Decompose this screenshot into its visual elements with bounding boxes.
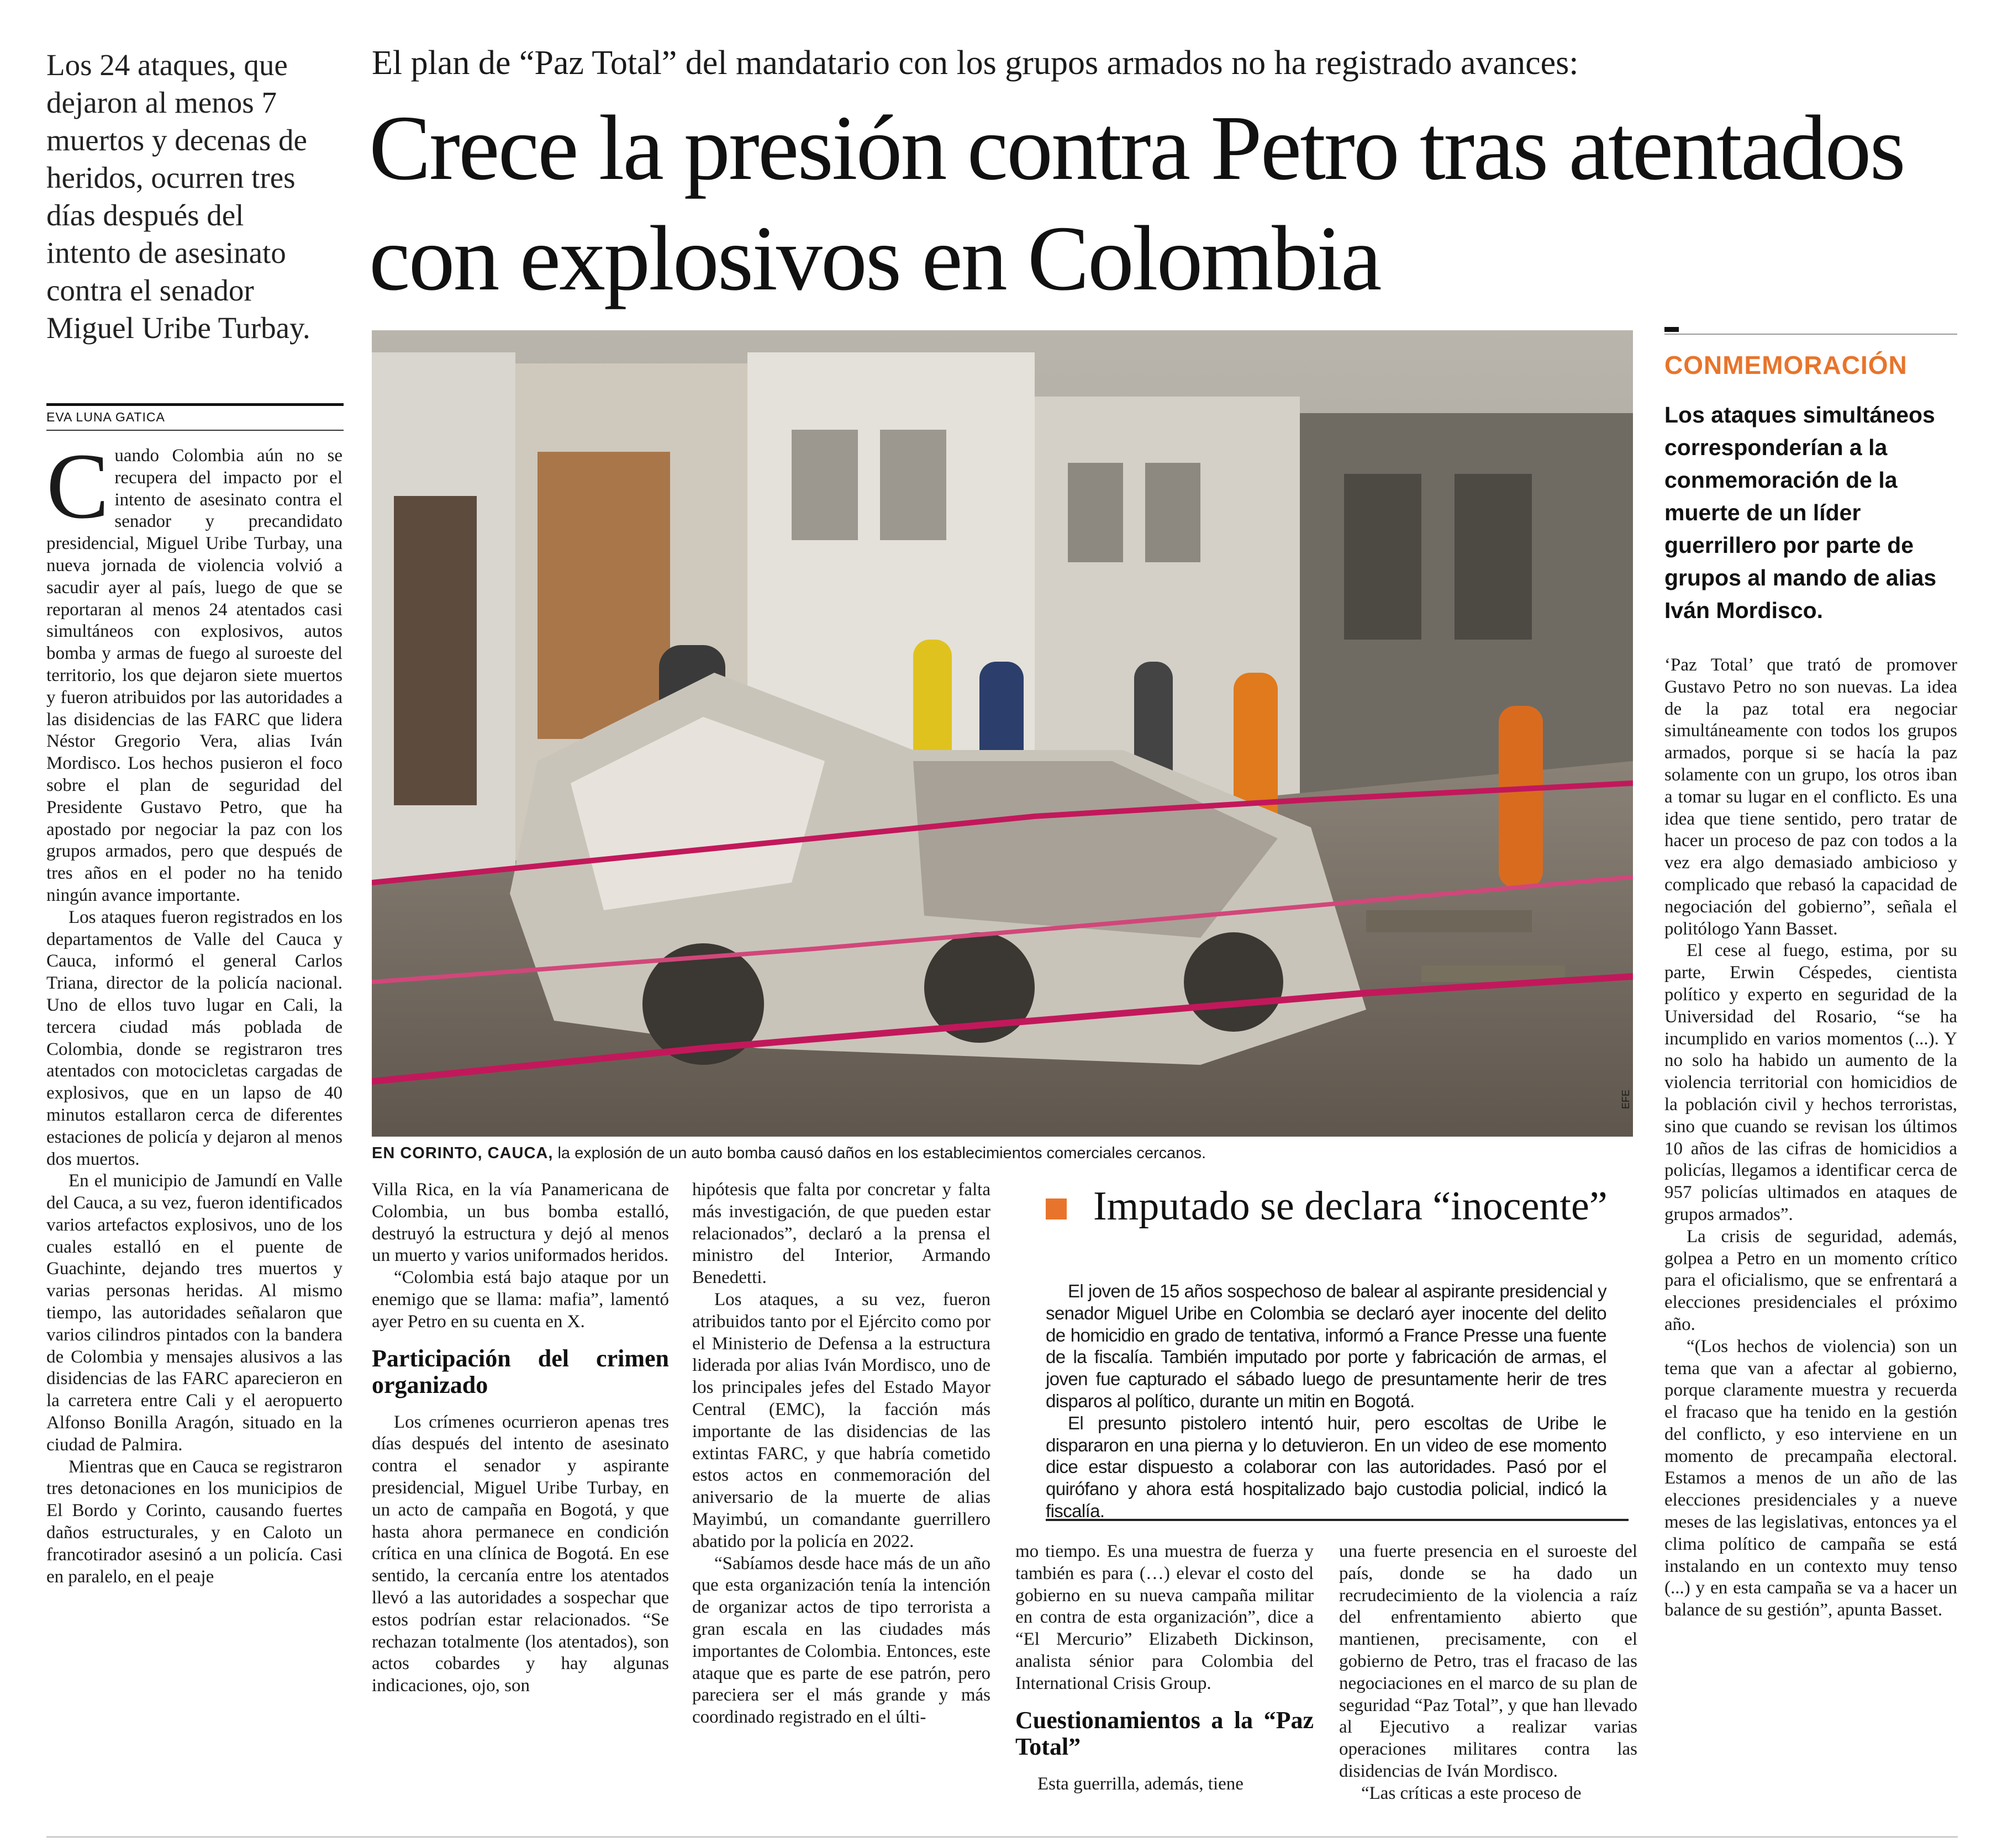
divider: [46, 403, 344, 406]
article-column-5: [1339, 1541, 1637, 1805]
news-photo: [372, 330, 1633, 1137]
box-title: Imputado se declara “inocente”: [1093, 1184, 1608, 1229]
drop-cap: C: [46, 445, 109, 538]
divider: [1664, 334, 1957, 335]
article-column-2: [372, 1179, 669, 1697]
sidebar-label: CONMEMORACIÓN: [1664, 351, 1908, 379]
box-paragraph: El presunto pistolero intentó huir, pero escoltas de Uribe le dispararon en una pierna y lo detuvieron. En un video de ese momento dice estar dispuesto a colaborar con las autoridades. Pasó por el quirófano y ahora está hospitalizado bajo custodia policial, indicó la fiscalía.: [1046, 1412, 1606, 1521]
article-paragraph: mo tiempo. Es una muestra de fuerza y también es para (…) elevar el costo del gobierno en su nueva campaña militar en contra de esta organización”, dice a “El Mercurio” Elizabeth Dickinson, analista sénior para Colombia del International Crisis Group.: [1015, 1541, 1314, 1693]
photo-credit: EFE: [1620, 1089, 1631, 1109]
divider: [46, 430, 344, 431]
sidebar-highlight: Los ataques simultáneos corresponderían a la conmemoración de la muerte de un líder guerrillero por parte de grupos al mando de alias Iván Mordisco.: [1664, 402, 1937, 623]
section-marker-icon: [1664, 327, 1679, 332]
byline: EVA LUNA GATICA: [46, 410, 165, 424]
article-paragraph: Villa Rica, en la vía Panamericana de Colombia, un bus bomba estalló, destruyó la estructura y dejó al menos un muerto y varios uniformados heridos.: [372, 1180, 669, 1266]
article-column-6: [1664, 654, 1957, 1622]
article-paragraph: “(Los hechos de violencia) son un tema que van a afectar al gobierno, porque claramente muestra y recuerda el fracaso que ha tenido en la gestión del conflicto, y eso interviene en un momento de precampaña electoral. Estamos a menos de un año de las elecciones presidenciales y a nueve meses de las legislativas, entonces ya el clima político de campaña se está instalando en un contexto muy tenso (...) y en esta campaña se va a hacer un balance de su gestión”, apunta Basset.: [1664, 1336, 1957, 1620]
headline: Crece la presión contra Petro tras atentados con explosivos en Colombia: [369, 97, 1904, 310]
kicker: El plan de “Paz Total” del mandatario con los grupos armados no ha registrado avances:: [372, 44, 1579, 82]
caption-text: la explosión de un auto bomba causó daños en los establecimientos comerciales cercanos.: [553, 1144, 1206, 1162]
article-paragraph: Los ataques, a su vez, fueron atribuidos tanto por el Ejército como por el Ministerio de Defensa a la estructura liderada por alias Iván Mordisco, uno de los principales jefes del Estado Mayor Central (EMC), la facción más importante de las disidencias de las extintas FARC, y que habría cometido estos actos en conmemoración del aniversario de la muerte de alias Mayimbú, un comandante guerrillero abatido por la policía en 2022.: [692, 1289, 990, 1551]
lead-summary: Los 24 ataques, que dejaron al menos 7 muertos y decenas de heridos, ocurren tres días después del intento de asesinato contra el senador Miguel Uribe Turbay.: [46, 48, 310, 345]
divider: [46, 1836, 1958, 1838]
article-paragraph: Cuando Colombia aún no se recupera del impacto por el intento de asesinato contra el senador y precandidato presidencial, Miguel Uribe Turbay, una nueva jornada de violencia volvió a sacudir ayer al país, luego de que se reportaran al menos 24 atentados casi simultáneos con explosivos, autos bomba y armas de fuego al suroeste del territorio, los que dejaron siete muertos y fueron atribuidos por las autoridades a las disidencias de las FARC que lidera Néstor Gregorio Vera, alias Iván Mordisco. Los hechos pusieron el foco sobre el plan de seguridad del Presidente Gustavo Petro, que ha apostado por negociar la paz con los grupos armados, pero que después de tres años en el poder no ha tenido ningún avance importante.: [46, 445, 343, 905]
article-column-4: [1015, 1541, 1314, 1795]
photo-caption: [372, 1143, 1633, 1163]
article-paragraph: “Las críticas a este proceso de: [1361, 1783, 1582, 1803]
box-body: [1046, 1280, 1606, 1522]
subheading: Cuestionamientos a la “Paz Total”: [1015, 1706, 1314, 1760]
article-paragraph: La crisis de seguridad, además, golpea a Petro en un momento crítico para el oficialismo, que se enfrentará a elecciones presidenciales el próximo año.: [1664, 1226, 1957, 1334]
article-paragraph: En el municipio de Jamundí en Valle del Cauca, a su vez, fueron identificados varios artefactos explosivos, uno de los cuales estalló en el puente de Guachinte, dejando tres muertos y varias personas heridas. Al mismo tiempo, las autoridades señalaron que varios cilindros pintados con la bandera de Colombia y mensajes alusivos a las disidencias de las FARC aparecieron en la carretera entre Cali y el aeropuerto Alfonso Bonilla Aragón, situado en la ciudad de Palmira.: [46, 1171, 343, 1455]
article-column-1: [46, 445, 343, 1831]
article-column-3: [692, 1179, 990, 1729]
subheading: Participación del crimen organizado: [372, 1344, 669, 1398]
article-paragraph: una fuerte presencia en el suroeste del país, donde se ha dado un recrudecimiento de la violencia a raíz del enfrentamiento abierto que mantienen, precisamente, con el gobierno de Petro, tras el fracaso de las negociaciones en el marco de su plan de seguridad “Paz Total”, y que han llevado al Ejecutivo a realizar varias operaciones militares contra las disidencias de Iván Mordisco.: [1339, 1541, 1637, 1781]
article-paragraph: Los ataques fueron registrados en los departamentos de Valle del Cauca y Cauca, informó el general Carlos Triana, director de la policía nacional. Uno de ellos tuvo lugar en Cali, la tercera ciudad más poblada de Colombia, donde se registraron tres atentados con motocicletas cargadas de explosivos, que en un lapso de 40 minutos estallaron cerca de diferentes estaciones de policía y dejaron al menos dos muertos.: [46, 907, 343, 1169]
photo-illustration: [372, 330, 1633, 1137]
article-paragraph: Los crímenes ocurrieron apenas tres días después del intento de asesinato contra el senador y aspirante presidencial, Miguel Uribe Turbay, en un acto de campaña en Bogotá, y que hasta ahora permanece en condición crítica en una clínica de Bogotá. En ese sentido, la cercanía entre los atentados llevó a las autoridades a sospechar que estos podrían estar relacionados. “Se rechazan totalmente (los atentados), son actos cobardes y hay algunas indicaciones, ojo, son: [372, 1412, 669, 1696]
article-paragraph: Mientras que en Cauca se registraron tres detonaciones en los municipios de El Bordo y Corinto, causando fuertes daños estructurales, y en Caloto un francotirador asesinó a un policía. Casi en paralelo, en el peaje: [46, 1456, 343, 1587]
divider: [1046, 1519, 1629, 1521]
article-paragraph: Esta guerrilla, además, tiene: [1037, 1773, 1243, 1794]
box-paragraph: El joven de 15 años sospechoso de balear al aspirante presidencial y senador Miguel Uribe en Colombia se declaró ayer inocente del delito de homicidio en grado de tentativa, informó a France Presse una fuente de la fiscalía. También imputado por porte y fabricación de armas, el joven fue capturado el sábado luego de presuntamente herir de tres disparos al político, durante un mitin en Bogotá.: [1046, 1281, 1606, 1411]
caption-location: EN CORINTO, CAUCA,: [372, 1144, 554, 1162]
article-paragraph: ‘Paz Total’ que trató de promover Gustavo Petro no son nuevas. La idea de la paz total era negociar simultáneamente con todos los grupos armados, porque si se hacía la paz solamente con un grupo, los otros iban a tomar su lugar en el conflicto. Es una idea que tiene sentido, pero tratar de hacer un proceso de paz con todos a la vez era algo demasiado ambicioso y complicado que rebasó la capacidad de negociación del gobierno”, señala el politólogo Yann Basset.: [1664, 655, 1957, 939]
article-paragraph: El cese al fuego, estima, por su parte, Erwin Céspedes, cientista político y experto en seguridad de la Universidad del Rosario, “se ha incumplido en varios momentos (...). Y no solo ha habido un aumento de la violencia territorial con homicidios de la población civil y hechos terroristas, sino que cuando se revisan los últimos 10 años de las cifras de homicidios a policías, llegamos a identificar cerca de 957 policías ultimados en ataques de grupos armados”.: [1664, 941, 1957, 1224]
article-paragraph: “Sabíamos desde hace más de un año que esta organización tenía la intención de organizar actos de tipo terrorista a gran escala en las ciudades más importantes de Colombia. Entonces, este ataque que es parte de ese patrón, pero pareciera ser el más grande y más coordinado registrado en el últi-: [692, 1553, 990, 1728]
article-paragraph: hipótesis que falta por concretar y falta más investigación, de que pueden estar relacionados”, declaró a la prensa el ministro del Interior, Armando Benedetti.: [692, 1180, 990, 1288]
article-paragraph: “Colombia está bajo ataque por un enemigo que se llama: mafia”, lamentó ayer Petro en su cuenta en X.: [372, 1268, 669, 1332]
